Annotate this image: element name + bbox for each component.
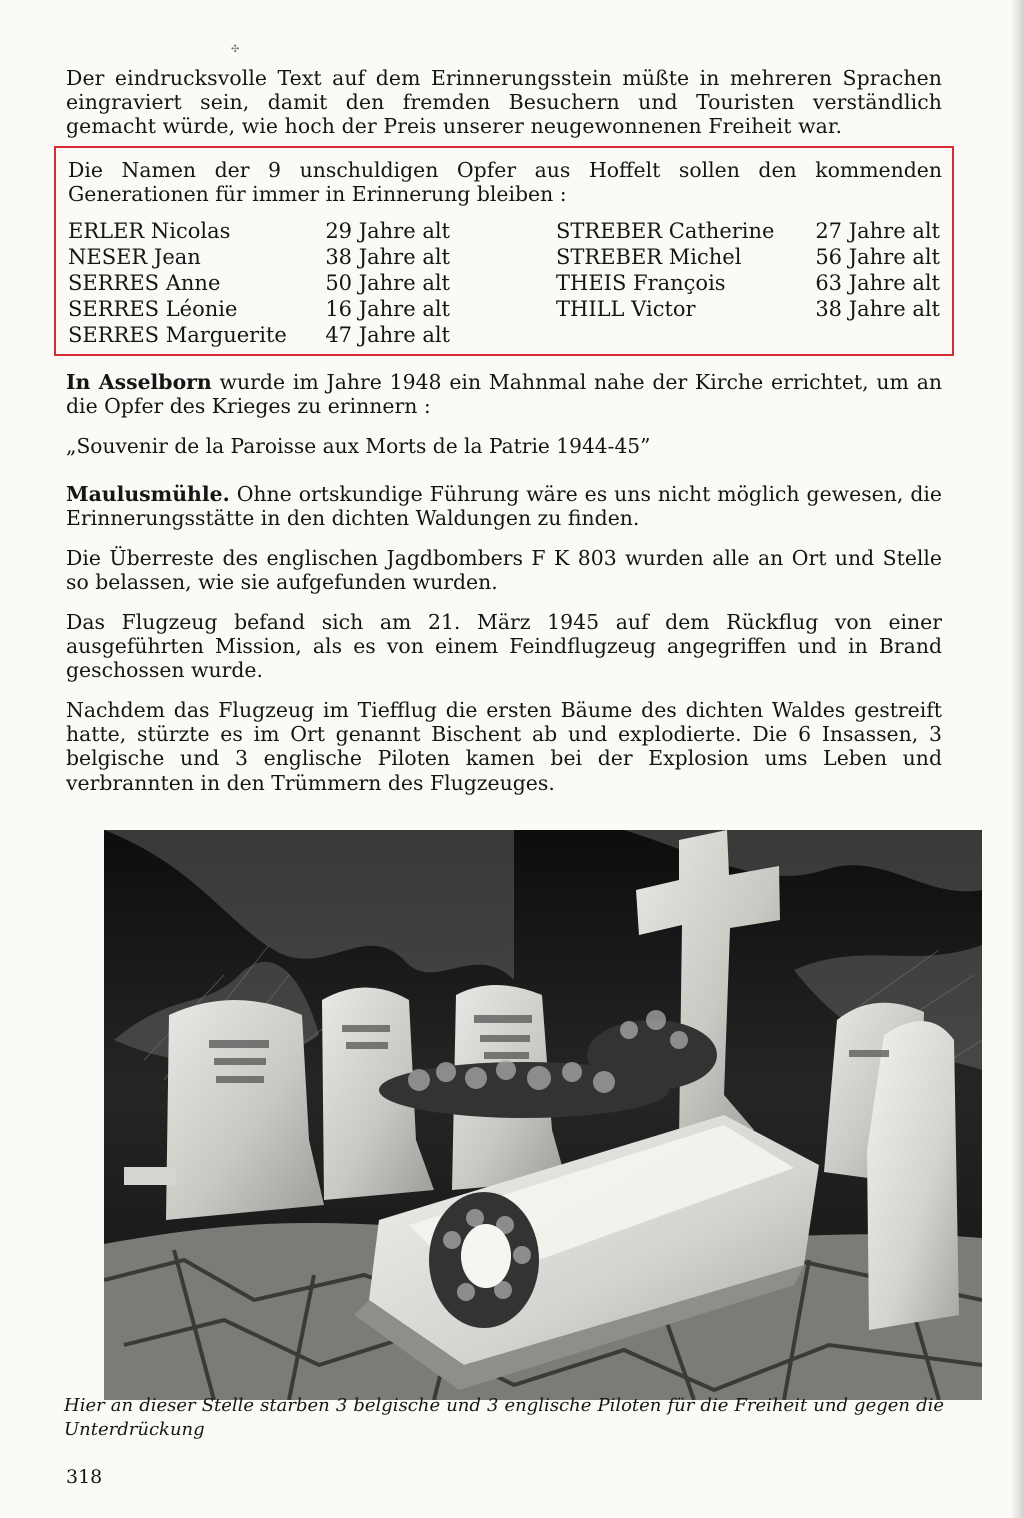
victim-age: 50 Jahre alt xyxy=(325,271,450,295)
maulusmuehle-lead: Maulusmühle. xyxy=(66,482,230,506)
victim-row xyxy=(68,270,450,296)
maulusmuehle-paragraph xyxy=(66,482,942,530)
victim-name: NESER Jean xyxy=(68,245,201,269)
victim-age: 27 Jahre alt xyxy=(815,219,940,243)
flight-paragraph: Das Flugzeug befand sich am 21. März 1945 auf dem Rückflug von einer ausgeführten Mission, als es von einem Feindflugzeug angegriffen und in Brand geschossen wurde. xyxy=(66,610,942,683)
victim-name: SERRES Marguerite xyxy=(68,323,287,347)
victim-name: SERRES Léonie xyxy=(68,297,238,321)
page-number: 318 xyxy=(66,1466,103,1488)
maulusmuehle-text: Ohne ortskundige Führung wäre es uns nicht möglich gewesen, die Erinnerungsstätte in den dichten Waldungen zu finden. xyxy=(66,482,942,531)
victim-row xyxy=(556,270,942,296)
intro-paragraph: Der eindrucksvolle Text auf dem Erinnerungsstein müßte in mehreren Sprachen eingraviert sein, damit den fremden Besuchern und Touristen verständlich gemacht würde, wie hoch der Preis unserer neugewonnenen Freiheit war. xyxy=(66,66,942,139)
victim-name: SERRES Anne xyxy=(68,271,221,295)
victim-row xyxy=(68,244,450,270)
victim-name: ERLER Nicolas xyxy=(68,219,231,243)
asselborn-paragraph xyxy=(66,370,942,418)
victims-right-column xyxy=(556,218,942,322)
victim-name: THILL Victor xyxy=(556,297,696,321)
victim-age: 63 Jahre alt xyxy=(815,271,940,295)
victim-row xyxy=(68,296,450,322)
victim-row xyxy=(556,296,942,322)
victim-age: 29 Jahre alt xyxy=(325,219,450,243)
scan-mark-icon: ✣ xyxy=(231,44,240,55)
victim-row xyxy=(68,322,450,348)
remains-paragraph: Die Überreste des englischen Jagdbombers F K 803 wurden alle an Ort und Stelle so belassen, wie sie aufgefunden wurden. xyxy=(66,546,942,595)
asselborn-text: wurde im Jahre 1948 ein Mahnmal nahe der Kirche errichtet, um an die Opfer des Krieges zu erinnern : xyxy=(66,370,942,419)
victim-name: STREBER Michel xyxy=(556,245,742,269)
asselborn-lead: In Asselborn xyxy=(66,370,212,394)
victims-list-highlight-box xyxy=(54,146,954,356)
photo-caption: Hier an dieser Stelle starben 3 belgische und 3 englische Piloten für die Freiheit und gegen die Unterdrückung xyxy=(64,1395,944,1440)
memorial-graves-photo xyxy=(104,830,982,1400)
victim-age: 47 Jahre alt xyxy=(325,323,450,347)
scan-edge-shadow xyxy=(1011,0,1024,1518)
victims-left-column xyxy=(68,218,450,348)
victim-age: 38 Jahre alt xyxy=(325,245,450,269)
victim-row xyxy=(556,244,942,270)
memorial-quote: „Souvenir de la Paroisse aux Morts de la Patrie 1944-45” xyxy=(66,434,651,458)
victim-row xyxy=(68,218,450,244)
victim-age: 56 Jahre alt xyxy=(815,245,940,269)
victim-age: 38 Jahre alt xyxy=(815,297,940,321)
victim-name: THEIS François xyxy=(556,271,726,295)
victim-name: STREBER Catherine xyxy=(556,219,775,243)
crash-paragraph: Nachdem das Flugzeug im Tiefflug die ersten Bäume des dichten Waldes gestreift hatte, stürzte es im Ort genannt Bischent ab und explodierte. Die 6 Insassen, 3 belgische und 3 englische Piloten kamen bei der Explosion ums Leben und verbrannten in den Trümmern des Flugzeuges. xyxy=(66,698,942,795)
victim-row xyxy=(556,218,942,244)
victims-list-heading: Die Namen der 9 unschuldigen Opfer aus Hoffelt sollen den kommenden Generationen für immer in Erinnerung bleiben : xyxy=(68,158,942,206)
memorial-graves-photo-icon xyxy=(104,830,982,1400)
victim-age: 16 Jahre alt xyxy=(325,297,450,321)
